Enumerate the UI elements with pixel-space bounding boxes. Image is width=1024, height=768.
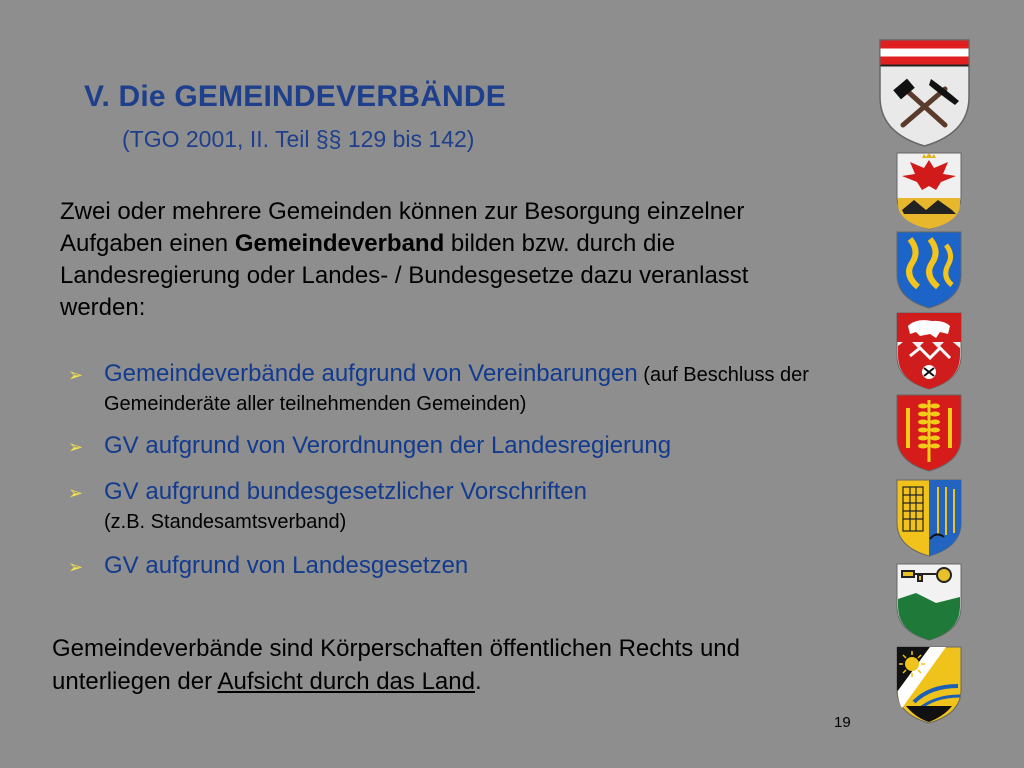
crest-sun-and-river-icon <box>896 646 962 724</box>
bullet-text: Gemeindeverbände aufgrund von Vereinbarungen <box>104 360 638 387</box>
slide-subtitle: (TGO 2001, II. Teil §§ 129 bis 142) <box>122 126 475 152</box>
bullet-text: GV aufgrund bundesgesetzlicher Vorschriften <box>104 478 587 505</box>
crest-blue-yellow-waves-icon <box>896 231 962 309</box>
bullet-text: GV aufgrund von Landesgesetzen <box>104 552 469 579</box>
intro-bold-term: Gemeindeverband <box>234 230 445 257</box>
outro-text-start: Gemeindeverbände sind Körperschaften öffentlichen Rechts und unterliegen der <box>52 635 740 695</box>
outro-text-end: . <box>474 668 482 695</box>
list-item <box>66 476 836 536</box>
list-item <box>66 358 836 418</box>
slide-title: V. Die GEMEINDEVERBÄNDE <box>84 80 506 113</box>
bullet-text: GV aufgrund von Verordnungen der Landesregierung <box>104 432 672 459</box>
page-number: 19 <box>834 714 851 731</box>
crest-bull-and-mountains-icon <box>896 312 962 390</box>
intro-text-start: Zwei oder mehrere Gemeinden können zur Besorgung einzelner Aufgaben einen <box>60 198 745 257</box>
intro-paragraph <box>60 196 830 324</box>
bullet-note: (auf Beschluss der Gemeinderäte aller teilnehmenden Gemeinden) <box>104 364 809 415</box>
arrow-bullet-icon: ➢ <box>68 437 84 457</box>
list-item <box>66 550 836 582</box>
arrow-bullet-icon: ➢ <box>68 365 84 385</box>
outro-paragraph <box>52 632 842 698</box>
crest-red-grain-stalks-icon <box>896 394 962 472</box>
crest-key-green-icon <box>896 563 962 641</box>
crest-hammer-and-pick-icon <box>879 39 970 147</box>
supervision-link-text: Aufsicht durch das Land <box>217 668 475 695</box>
list-item <box>66 430 836 462</box>
bullet-note: (z.B. Standesamtsverband) <box>104 511 347 533</box>
arrow-bullet-icon: ➢ <box>68 557 84 577</box>
intro-text-end: bilden bzw. durch die Landesregierung oder Landes- / Bundesgesetze dazu veranlasst werden: <box>60 230 749 321</box>
crest-grid-and-wheat-icon <box>896 479 962 557</box>
bullet-list <box>66 358 836 582</box>
arrow-bullet-icon: ➢ <box>68 483 84 503</box>
crest-tyrolean-eagle-icon <box>896 152 962 230</box>
